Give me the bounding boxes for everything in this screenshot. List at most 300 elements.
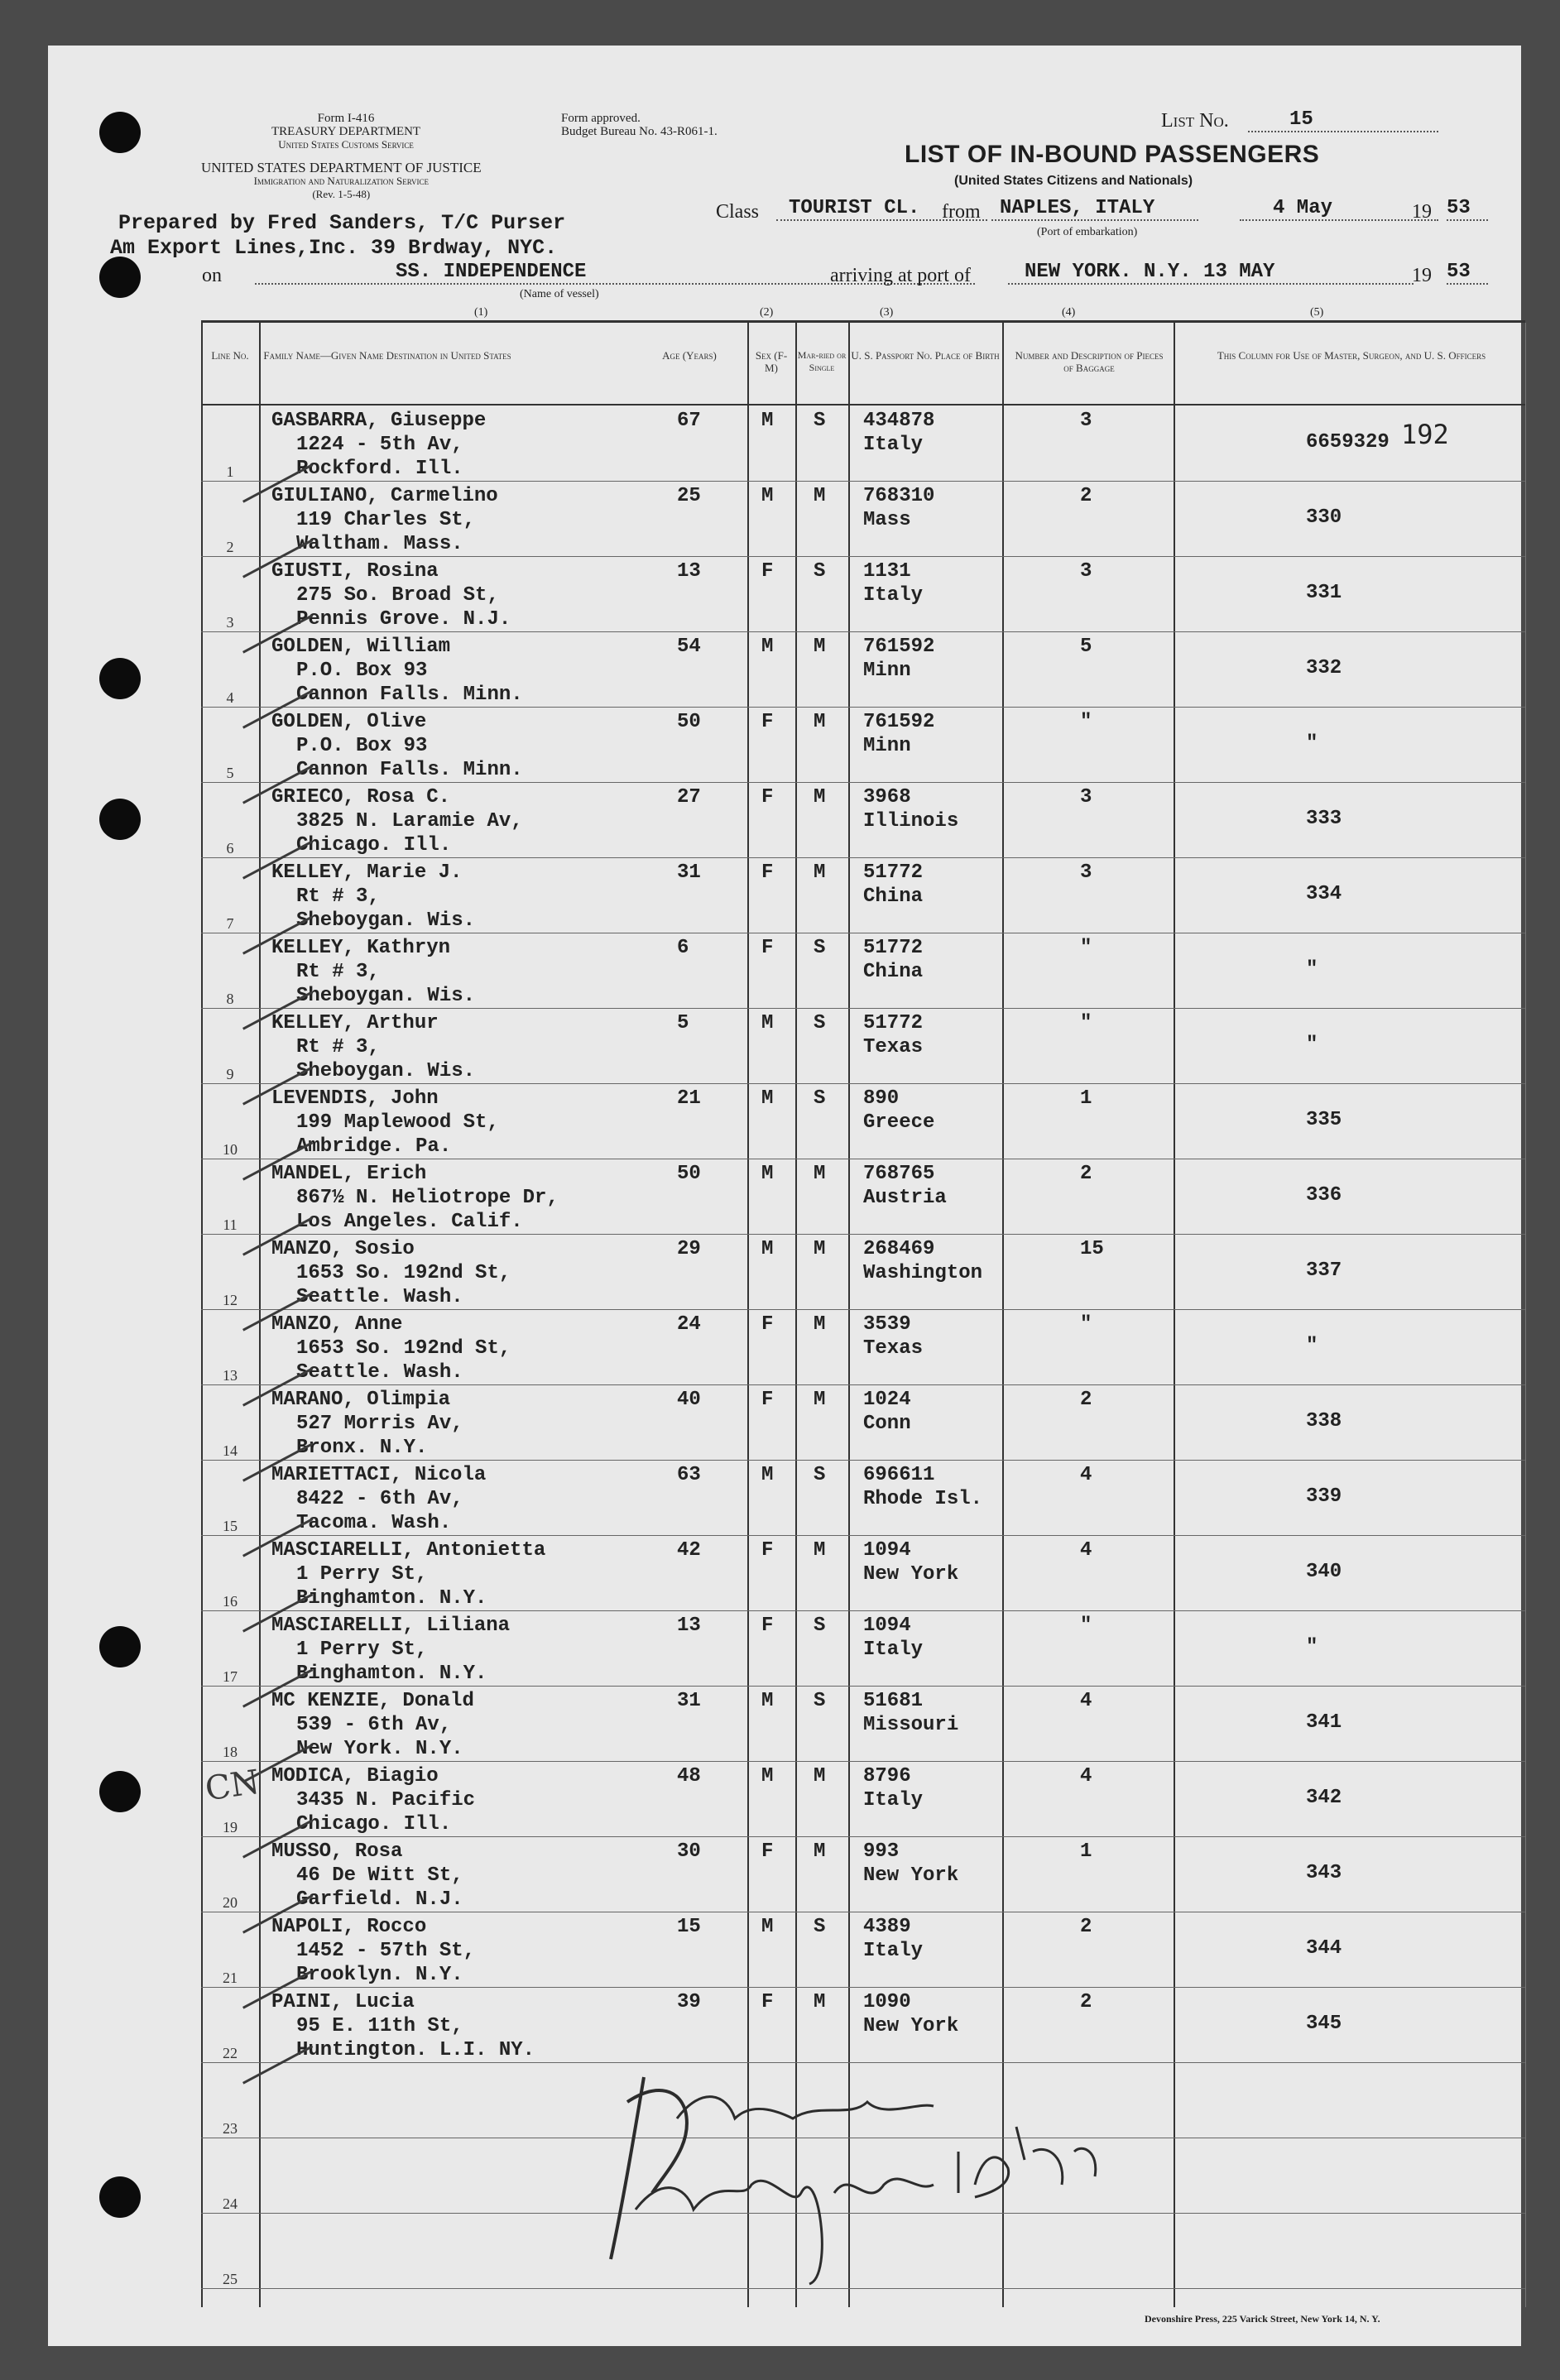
line-number: 15 [223, 1518, 238, 1534]
passenger-age: 50 [677, 1163, 701, 1185]
passenger-name: MANZO, Sosio [271, 1238, 415, 1260]
marital-status: M [814, 485, 826, 507]
passport-number: 1094 [863, 1539, 911, 1562]
baggage-count: 5 [1080, 636, 1092, 658]
passenger-address-city: Ambridge. Pa. [296, 1135, 452, 1158]
column-divider [747, 323, 749, 2307]
port-caption: (Port of embarkation) [1037, 226, 1138, 238]
line-number: 18 [223, 1744, 238, 1760]
column-number: (2) [760, 306, 774, 319]
passport-number: 1024 [863, 1389, 911, 1411]
passenger-sex: M [761, 1765, 774, 1787]
baggage-count: " [1080, 1012, 1092, 1034]
passenger-address-street: 3825 N. Laramie Av, [296, 810, 523, 833]
passport-number: 8796 [863, 1765, 911, 1787]
passenger-name: PAINI, Lucia [271, 1991, 415, 2013]
line-number: 1 [226, 463, 234, 480]
marital-status: M [814, 1539, 826, 1562]
form-approved: Form approved. [561, 112, 641, 125]
passenger-address-city: Bronx. N.Y. [296, 1437, 428, 1459]
line-number: 14 [223, 1442, 238, 1459]
passenger-sex: M [761, 1690, 774, 1712]
passport-number: 51772 [863, 861, 924, 884]
passport-number: 51681 [863, 1690, 924, 1712]
passenger-sex: F [761, 711, 774, 733]
baggage-count: 2 [1080, 485, 1092, 507]
passenger-address-street: 867½ N. Heliotrope Dr, [296, 1187, 559, 1209]
place-of-birth: Texas [863, 1337, 924, 1360]
officer-entry: " [1306, 732, 1318, 755]
place-of-birth: China [863, 885, 924, 908]
col-header-age: Age (Years) [662, 349, 717, 362]
passport-number: 434878 [863, 410, 935, 432]
line-number: 22 [223, 2045, 238, 2061]
place-of-birth: Washington [863, 1262, 983, 1284]
marital-status: M [814, 711, 826, 733]
passenger-name: GASBARRA, Giuseppe [271, 410, 487, 432]
marital-status: S [814, 937, 826, 959]
place-of-birth: New York [863, 2015, 959, 2037]
marital-status: M [814, 1389, 826, 1411]
officer-entry: 6659329 [1306, 431, 1390, 453]
form-block-justice [201, 161, 482, 201]
officer-entry: 340 [1306, 1561, 1342, 1583]
place-of-birth: New York [863, 1864, 959, 1887]
place-of-birth: Italy [863, 1940, 924, 1962]
col-header-officers: This Column for Use of Master, Surgeon, and U. S. Officers [1217, 349, 1486, 362]
on-label: on [202, 265, 222, 286]
treasury-department: TREASURY DEPARTMENT [271, 125, 421, 138]
passport-number: 3539 [863, 1313, 911, 1336]
place-of-birth: Minn [863, 660, 911, 682]
passenger-address-city: Waltham. Mass. [296, 533, 463, 555]
table-border [1525, 323, 1526, 2307]
passenger-name: NAPOLI, Rocco [271, 1916, 427, 1938]
passenger-sex: F [761, 1389, 774, 1411]
officer-entry: 334 [1306, 883, 1342, 905]
officer-entry: 344 [1306, 1937, 1342, 1960]
place-of-birth: Rhode Isl. [863, 1488, 983, 1510]
officer-entry: " [1306, 1335, 1318, 1357]
column-divider [259, 323, 261, 2307]
marital-status: M [814, 1991, 826, 2013]
passenger-address-city: Chicago. Ill. [296, 834, 452, 857]
place-of-birth: Missouri [863, 1714, 959, 1736]
passenger-sex: M [761, 1012, 774, 1034]
passport-number: 768765 [863, 1163, 935, 1185]
passenger-address-street: 275 So. Broad St, [296, 584, 499, 607]
passenger-address-street: 3435 N. Pacific [296, 1789, 476, 1811]
line-number: 7 [226, 915, 234, 932]
passenger-address-street: Rt # 3, [296, 885, 380, 908]
marital-status: S [814, 1916, 826, 1938]
marital-status: S [814, 1087, 826, 1110]
passenger-address-city: Sheboygan. Wis. [296, 1060, 476, 1082]
marital-status: S [814, 560, 826, 583]
marital-status: S [814, 1012, 826, 1034]
company-line: Am Export Lines,Inc. 39 Brdway, NYC. [110, 236, 558, 260]
officer-entry: 333 [1306, 808, 1342, 830]
column-number: (3) [880, 306, 894, 319]
passenger-address-street: 1 Perry St, [296, 1639, 428, 1661]
line-number: 6 [226, 840, 234, 857]
line-number: 11 [223, 1216, 238, 1233]
marital-status: M [814, 1765, 826, 1787]
place-of-birth: Illinois [863, 810, 959, 833]
officer-entry: " [1306, 958, 1318, 981]
column-divider [795, 323, 797, 2307]
line-number: 2 [226, 539, 234, 555]
line-number: 25 [223, 2271, 238, 2287]
passenger-age: 21 [677, 1087, 701, 1110]
passenger-name: MUSSO, Rosa [271, 1840, 403, 1863]
passenger-address-city: Rockford. Ill. [296, 458, 463, 480]
passenger-sex: M [761, 410, 774, 432]
arrival-year: 53 [1447, 261, 1488, 285]
place-of-birth: Italy [863, 434, 924, 456]
passenger-age: 67 [677, 410, 701, 432]
passenger-address-city: Cannon Falls. Minn. [296, 684, 523, 706]
baggage-count: 4 [1080, 1765, 1092, 1787]
officer-entry: " [1306, 1636, 1318, 1658]
baggage-count: 1 [1080, 1087, 1092, 1110]
marital-status: M [814, 1163, 826, 1185]
col-header-passport: U. S. Passport No. Place of Birth [851, 349, 1000, 362]
passenger-address-street: 46 De Witt St, [296, 1864, 463, 1887]
officer-entry-extra: 192 [1401, 419, 1449, 450]
immigration-service: Immigration and Naturalization Service [253, 175, 430, 187]
class-value: TOURIST CL. [776, 197, 987, 221]
punch-hole [99, 799, 141, 840]
passenger-age: 6 [677, 937, 689, 959]
place-of-birth: Mass [863, 509, 911, 531]
passenger-age: 42 [677, 1539, 701, 1562]
passenger-sex: M [761, 1916, 774, 1938]
passenger-sex: M [761, 1464, 774, 1486]
passenger-name: GIULIANO, Carmelino [271, 485, 498, 507]
line-number: 4 [226, 689, 234, 706]
passenger-name: MANZO, Anne [271, 1313, 403, 1336]
passport-number: 761592 [863, 636, 935, 658]
passenger-sex: F [761, 1539, 774, 1562]
column-divider [848, 323, 850, 2307]
customs-service: United States Customs Service [278, 138, 414, 151]
arriving-label: arriving at port of [830, 265, 971, 286]
baggage-count: 15 [1080, 1238, 1104, 1260]
passenger-address-street: 1 Perry St, [296, 1563, 428, 1586]
place-of-birth: Italy [863, 584, 924, 607]
budget-bureau: Budget Bureau No. 43-R061-1. [561, 125, 718, 138]
baggage-count: " [1080, 1313, 1092, 1336]
passenger-age: 50 [677, 711, 701, 733]
baggage-count: 2 [1080, 1389, 1092, 1411]
baggage-count: 1 [1080, 1840, 1092, 1863]
punch-hole [99, 1626, 141, 1667]
passenger-address-city: Tacoma. Wash. [296, 1512, 452, 1534]
passenger-name: MODICA, Biagio [271, 1765, 439, 1787]
passenger-address-city: Binghamton. N.Y. [296, 1663, 487, 1685]
passenger-address-city: Garfield. N.J. [296, 1888, 463, 1911]
passenger-address-city: Cannon Falls. Minn. [296, 759, 523, 781]
officer-entry: 341 [1306, 1711, 1342, 1734]
officer-entry: 338 [1306, 1410, 1342, 1432]
column-number: (5) [1310, 306, 1324, 319]
baggage-count: 3 [1080, 861, 1092, 884]
baggage-count: 2 [1080, 1991, 1092, 2013]
line-number: 3 [226, 614, 234, 631]
passenger-age: 27 [677, 786, 701, 809]
passenger-address-street: 1653 So. 192nd St, [296, 1262, 511, 1284]
punch-hole [99, 112, 141, 153]
passport-number: 890 [863, 1087, 900, 1110]
passport-number: 268469 [863, 1238, 935, 1260]
passenger-age: 31 [677, 861, 701, 884]
passenger-age: 5 [677, 1012, 689, 1034]
officer-entry: 330 [1306, 506, 1342, 529]
place-of-birth: Greece [863, 1111, 935, 1134]
passenger-address-city: Pennis Grove. N.J. [296, 608, 511, 631]
passenger-age: 13 [677, 1615, 701, 1637]
passenger-address-city: Sheboygan. Wis. [296, 985, 476, 1007]
officer-entry: 332 [1306, 657, 1342, 679]
passenger-address-city: Brooklyn. N.Y. [296, 1964, 463, 1986]
line-number: 13 [223, 1367, 238, 1384]
marital-status: M [814, 1840, 826, 1863]
justice-department: UNITED STATES DEPARTMENT OF JUSTICE [201, 160, 482, 175]
column-number: (4) [1062, 306, 1076, 319]
punch-hole [99, 2176, 141, 2218]
passenger-address-street: Rt # 3, [296, 961, 380, 983]
baggage-count: " [1080, 711, 1092, 733]
place-of-birth: Italy [863, 1789, 924, 1811]
passenger-address-street: 1224 - 5th Av, [296, 434, 463, 456]
baggage-count: 4 [1080, 1690, 1092, 1712]
passport-number: 1090 [863, 1991, 911, 2013]
passenger-address-street: Rt # 3, [296, 1036, 380, 1058]
prepared-by: Prepared by Fred Sanders, T/C Purser [118, 211, 566, 235]
col-header-sex: Sex (F-M) [755, 349, 788, 374]
passenger-age: 48 [677, 1765, 701, 1787]
passenger-name: GOLDEN, William [271, 636, 451, 658]
passenger-sex: F [761, 1991, 774, 2013]
place-of-birth: Minn [863, 735, 911, 757]
officer-entry: 331 [1306, 582, 1342, 604]
passenger-sex: M [761, 636, 774, 658]
passenger-age: 31 [677, 1690, 701, 1712]
arrival-port: NEW YORK. N.Y. 13 MAY [1008, 261, 1414, 285]
marital-status: S [814, 1615, 826, 1637]
passenger-sex: F [761, 1615, 774, 1637]
passenger-table [201, 320, 1525, 2307]
passenger-sex: M [761, 485, 774, 507]
passenger-sex: M [761, 1087, 774, 1110]
col-header-name: Family Name—Given Name Destination in United States [263, 349, 511, 362]
baggage-count: 4 [1080, 1464, 1092, 1486]
officer-entry: 343 [1306, 1862, 1342, 1884]
margin-note: CN [203, 1763, 262, 1809]
passenger-sex: F [761, 861, 774, 884]
embark-year-prefix: 19 [1412, 201, 1432, 223]
arrival-year-prefix: 19 [1412, 265, 1432, 286]
passenger-name: MANDEL, Erich [271, 1163, 427, 1185]
list-no-label: List No. [1161, 110, 1229, 132]
signature-text: J.J. Sanderson, Imm Officer 12 45 pm [586, 2299, 599, 2300]
passenger-address-city: Chicago. Ill. [296, 1813, 452, 1835]
passenger-address-street: 95 E. 11th St, [296, 2015, 463, 2037]
passport-number: 696611 [863, 1464, 935, 1486]
line-number: 20 [223, 1894, 238, 1911]
place-of-birth: Conn [863, 1413, 911, 1435]
passenger-sex: M [761, 1238, 774, 1260]
passenger-sex: F [761, 937, 774, 959]
passenger-sex: M [761, 1163, 774, 1185]
passenger-address-street: 539 - 6th Av, [296, 1714, 452, 1736]
form-revision: (Rev. 1-5-48) [312, 188, 371, 200]
marital-status: M [814, 636, 826, 658]
officer-entry: " [1306, 1034, 1318, 1056]
passport-number: 4389 [863, 1916, 911, 1938]
passenger-address-city: Huntington. L.I. NY. [296, 2039, 535, 2061]
passport-number: 51772 [863, 1012, 924, 1034]
passenger-age: 25 [677, 485, 701, 507]
passenger-address-city: Los Angeles. Calif. [296, 1211, 523, 1233]
from-label: from [942, 201, 981, 223]
column-divider [1174, 323, 1175, 2307]
passenger-address-street: 8422 - 6th Av, [296, 1488, 463, 1510]
marital-status: S [814, 1690, 826, 1712]
passenger-name: MASCIARELLI, Liliana [271, 1615, 511, 1637]
passenger-address-city: Seattle. Wash. [296, 1361, 463, 1384]
embark-year: 53 [1447, 197, 1488, 221]
passenger-age: 63 [677, 1464, 701, 1486]
line-number: 19 [223, 1819, 238, 1835]
passenger-age: 15 [677, 1916, 701, 1938]
form-number: Form I-416 [317, 112, 375, 125]
passenger-sex: F [761, 1313, 774, 1336]
passenger-name: MARIETTACI, Nicola [271, 1464, 487, 1486]
passenger-address-city: Binghamton. N.Y. [296, 1587, 487, 1610]
baggage-count: 2 [1080, 1916, 1092, 1938]
printer-credit: Devonshire Press, 225 Varick Street, New York 14, N. Y. [1145, 2313, 1380, 2325]
col-header-line-no: Line No. [211, 349, 249, 362]
column-divider [1002, 323, 1004, 2307]
officer-entry: 337 [1306, 1260, 1342, 1282]
passenger-address-street: P.O. Box 93 [296, 660, 428, 682]
passenger-address-city: New York. N.Y. [296, 1738, 463, 1760]
class-label: Class [716, 201, 760, 223]
punch-hole [99, 1771, 141, 1812]
header-rule [201, 404, 1525, 405]
passenger-name: MASCIARELLI, Antonietta [271, 1539, 546, 1562]
officer-entry: 335 [1306, 1109, 1342, 1131]
passenger-address-street: 119 Charles St, [296, 509, 476, 531]
column-number: (1) [474, 306, 488, 319]
passport-number: 1094 [863, 1615, 911, 1637]
vessel-name: SS. INDEPENDENCE [255, 261, 975, 285]
place-of-birth: Austria [863, 1187, 947, 1209]
passenger-name: MARANO, Olimpia [271, 1389, 451, 1411]
passport-number: 768310 [863, 485, 935, 507]
baggage-count: 3 [1080, 786, 1092, 809]
punch-hole [99, 257, 141, 298]
embark-date: 4 May [1240, 197, 1438, 221]
passenger-age: 40 [677, 1389, 701, 1411]
line-number: 23 [223, 2120, 238, 2137]
passenger-name: MC KENZIE, Donald [271, 1690, 474, 1712]
line-number: 5 [226, 765, 234, 781]
form-approved-block [561, 112, 718, 138]
line-number: 21 [223, 1970, 238, 1986]
list-number: 15 [1248, 108, 1438, 132]
passenger-age: 30 [677, 1840, 701, 1863]
passenger-address-street: 1452 - 57th St, [296, 1940, 476, 1962]
officer-entry: 342 [1306, 1787, 1342, 1809]
passenger-name: GOLDEN, Olive [271, 711, 427, 733]
officer-signature [586, 2069, 1116, 2301]
officer-entry: 339 [1306, 1485, 1342, 1508]
passenger-age: 39 [677, 1991, 701, 2013]
manifest-sheet [48, 46, 1521, 2346]
passenger-sex: F [761, 1840, 774, 1863]
baggage-count: " [1080, 1615, 1092, 1637]
place-of-birth: New York [863, 1563, 959, 1586]
baggage-count: 3 [1080, 410, 1092, 432]
passenger-address-street: 1653 So. 192nd St, [296, 1337, 511, 1360]
passenger-name: GIUSTI, Rosina [271, 560, 439, 583]
passenger-age: 54 [677, 636, 701, 658]
officer-entry: 336 [1306, 1184, 1342, 1207]
passport-number: 3968 [863, 786, 911, 809]
page-subtitle: (United States Citizens and Nationals) [954, 174, 1193, 188]
passport-number: 993 [863, 1840, 900, 1863]
line-number: 16 [223, 1593, 238, 1610]
place-of-birth: Texas [863, 1036, 924, 1058]
passenger-name: KELLEY, Kathryn [271, 937, 451, 959]
place-of-birth: Italy [863, 1639, 924, 1661]
baggage-count: 3 [1080, 560, 1092, 583]
port-of-embarkation: NAPLES, ITALY [991, 197, 1198, 221]
passenger-age: 13 [677, 560, 701, 583]
line-number: 24 [223, 2195, 238, 2212]
passport-number: 1131 [863, 560, 911, 583]
marital-status: M [814, 1238, 826, 1260]
passenger-address-street: 199 Maplewood St, [296, 1111, 499, 1134]
passenger-name: LEVENDIS, John [271, 1087, 439, 1110]
passenger-name: KELLEY, Arthur [271, 1012, 439, 1034]
place-of-birth: China [863, 961, 924, 983]
page-title: LIST OF IN-BOUND PASSENGERS [905, 141, 1320, 168]
col-header-married: Mar-ried or Single [797, 349, 847, 373]
passenger-age: 24 [677, 1313, 701, 1336]
marital-status: M [814, 786, 826, 809]
passenger-address-street: 527 Morris Av, [296, 1413, 463, 1435]
marital-status: S [814, 1464, 826, 1486]
passenger-address-street: P.O. Box 93 [296, 735, 428, 757]
baggage-count: 4 [1080, 1539, 1092, 1562]
col-header-baggage: Number and Description of Pieces of Baggage [1015, 349, 1164, 374]
officer-entry: 345 [1306, 2013, 1342, 2035]
marital-status: S [814, 410, 826, 432]
line-number: 17 [223, 1668, 238, 1685]
line-number: 10 [223, 1141, 238, 1158]
baggage-count: " [1080, 937, 1092, 959]
passport-number: 51772 [863, 937, 924, 959]
passenger-name: GRIECO, Rosa C. [271, 786, 451, 809]
marital-status: M [814, 861, 826, 884]
passenger-sex: F [761, 786, 774, 809]
vessel-caption: (Name of vessel) [520, 288, 599, 300]
form-block-treasury [271, 112, 420, 151]
